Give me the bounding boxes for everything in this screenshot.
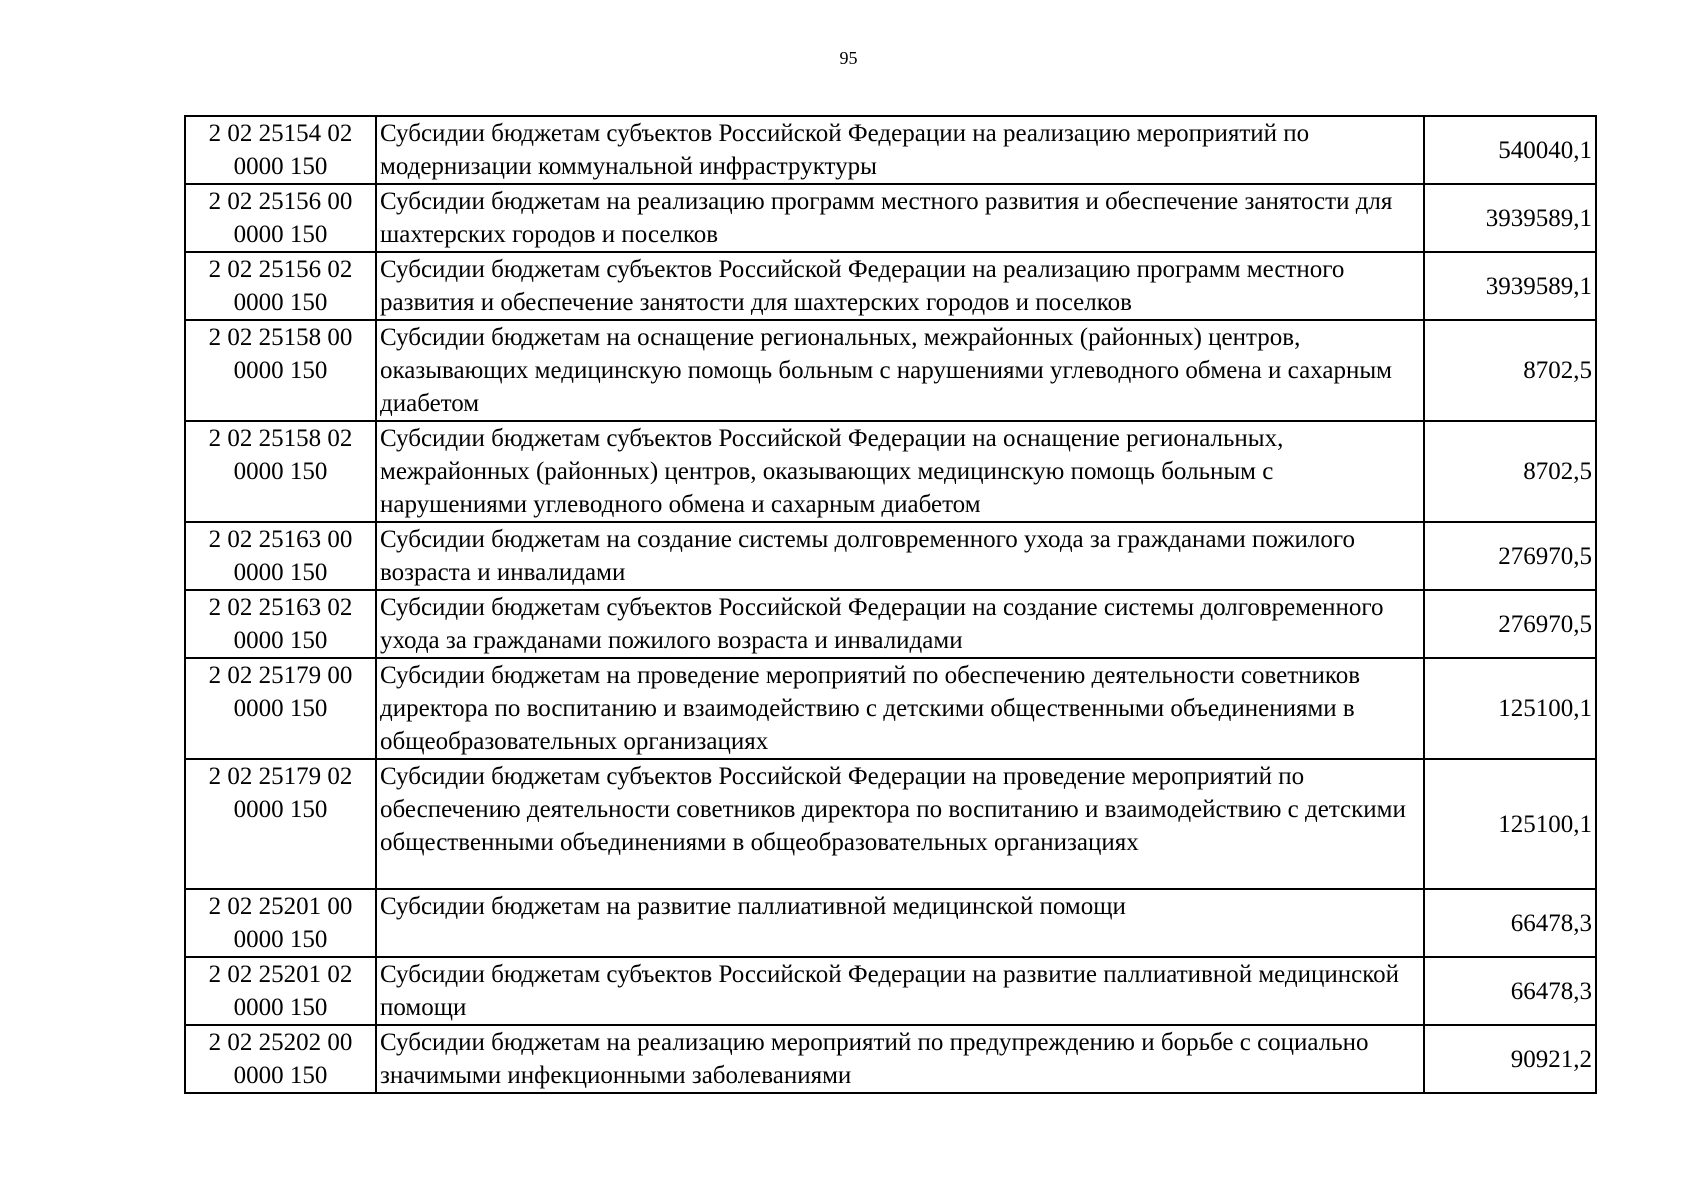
description-cell: Субсидии бюджетам на реализацию мероприятий по предупреждению и борьбе с социально значимыми инфекционными заболеваниями: [376, 1025, 1424, 1093]
code-line-1: 2 02 25202 00: [208, 1029, 353, 1056]
amount-cell: 540040,1: [1424, 116, 1596, 184]
code-cell: [185, 889, 376, 957]
table-row: [185, 421, 1596, 522]
code-cell: [185, 116, 376, 184]
code-line-1: 2 02 25163 02: [208, 594, 353, 621]
description-cell: Субсидии бюджетам на проведение мероприятий по обеспечению деятельности советников директора по воспитанию и взаимодействию с детскими общественными объединениями в общеобразовательных организациях: [376, 658, 1424, 759]
code-cell: [185, 184, 376, 252]
description-cell: Субсидии бюджетам субъектов Российской Федерации на оснащение региональных, межрайонных (районных) центров, оказывающих медицинскую помощь больным с нарушениями углеводного обмена и сахарным диабетом: [376, 421, 1424, 522]
code-line-2: 0000 150: [233, 627, 328, 654]
code-line-2: 0000 150: [233, 153, 328, 180]
amount-cell: 125100,1: [1424, 759, 1596, 889]
table-row: [185, 590, 1596, 658]
code-cell: [185, 658, 376, 759]
code-line-1: 2 02 25201 02: [208, 961, 353, 988]
description-cell: Субсидии бюджетам субъектов Российской Федерации на развитие паллиативной медицинской помощи: [376, 957, 1424, 1025]
code-line-1: 2 02 25158 02: [208, 425, 353, 452]
code-line-1: 2 02 25201 00: [208, 893, 353, 920]
table-row: [185, 889, 1596, 957]
amount-cell: 125100,1: [1424, 658, 1596, 759]
table-row: [185, 1025, 1596, 1093]
code-cell: [185, 522, 376, 590]
code-line-2: 0000 150: [233, 357, 328, 384]
code-line-1: 2 02 25179 00: [208, 662, 353, 689]
description-cell: Субсидии бюджетам на развитие паллиативной медицинской помощи: [376, 889, 1424, 957]
table-row: [185, 320, 1596, 421]
code-cell: [185, 590, 376, 658]
amount-cell: 276970,5: [1424, 590, 1596, 658]
amount-cell: 8702,5: [1424, 320, 1596, 421]
code-line-2: 0000 150: [233, 458, 328, 485]
description-cell: Субсидии бюджетам субъектов Российской Федерации на реализацию мероприятий по модернизации коммунальной инфраструктуры: [376, 116, 1424, 184]
code-line-1: 2 02 25163 00: [208, 526, 353, 553]
table-row: [185, 184, 1596, 252]
table-row: [185, 522, 1596, 590]
table-row: [185, 252, 1596, 320]
code-line-2: 0000 150: [233, 559, 328, 586]
description-cell: Субсидии бюджетам субъектов Российской Федерации на создание системы долговременного ухода за гражданами пожилого возраста и инвалидами: [376, 590, 1424, 658]
code-cell: [185, 957, 376, 1025]
amount-cell: 3939589,1: [1424, 184, 1596, 252]
code-cell: [185, 421, 376, 522]
code-line-2: 0000 150: [233, 796, 328, 823]
code-line-1: 2 02 25156 02: [208, 256, 353, 283]
code-cell: [185, 759, 376, 889]
amount-cell: 66478,3: [1424, 889, 1596, 957]
code-line-2: 0000 150: [233, 695, 328, 722]
description-cell: Субсидии бюджетам на реализацию программ местного развития и обеспечение занятости для шахтерских городов и поселков: [376, 184, 1424, 252]
code-cell: [185, 252, 376, 320]
amount-cell: 276970,5: [1424, 522, 1596, 590]
table-row: [185, 957, 1596, 1025]
amount-cell: 8702,5: [1424, 421, 1596, 522]
code-line-1: 2 02 25179 02: [208, 763, 353, 790]
amount-cell: 66478,3: [1424, 957, 1596, 1025]
code-line-2: 0000 150: [233, 289, 328, 316]
code-line-1: 2 02 25156 00: [208, 188, 353, 215]
code-cell: [185, 1025, 376, 1093]
description-cell: Субсидии бюджетам на оснащение региональных, межрайонных (районных) центров, оказывающих медицинскую помощь больным с нарушениями углеводного обмена и сахарным диабетом: [376, 320, 1424, 421]
code-cell: [185, 320, 376, 421]
amount-cell: 3939589,1: [1424, 252, 1596, 320]
description-cell: Субсидии бюджетам субъектов Российской Федерации на реализацию программ местного развития и обеспечение занятости для шахтерских городов и поселков: [376, 252, 1424, 320]
page-number: 95: [839, 48, 858, 68]
table-row: [185, 658, 1596, 759]
amount-cell: 90921,2: [1424, 1025, 1596, 1093]
budget-table: [184, 115, 1597, 1094]
table-row: [185, 116, 1596, 184]
table-row: [185, 759, 1596, 889]
code-line-2: 0000 150: [233, 1062, 328, 1089]
code-line-2: 0000 150: [233, 926, 328, 953]
code-line-1: 2 02 25158 00: [208, 324, 353, 351]
code-line-1: 2 02 25154 02: [208, 120, 353, 147]
code-line-2: 0000 150: [233, 994, 328, 1021]
description-cell: Субсидии бюджетам субъектов Российской Федерации на проведение мероприятий по обеспечению деятельности советников директора по воспитанию и взаимодействию с детскими общественными объединениями в общеобразовательных организациях: [376, 759, 1424, 889]
description-cell: Субсидии бюджетам на создание системы долговременного ухода за гражданами пожилого возраста и инвалидами: [376, 522, 1424, 590]
code-line-2: 0000 150: [233, 221, 328, 248]
